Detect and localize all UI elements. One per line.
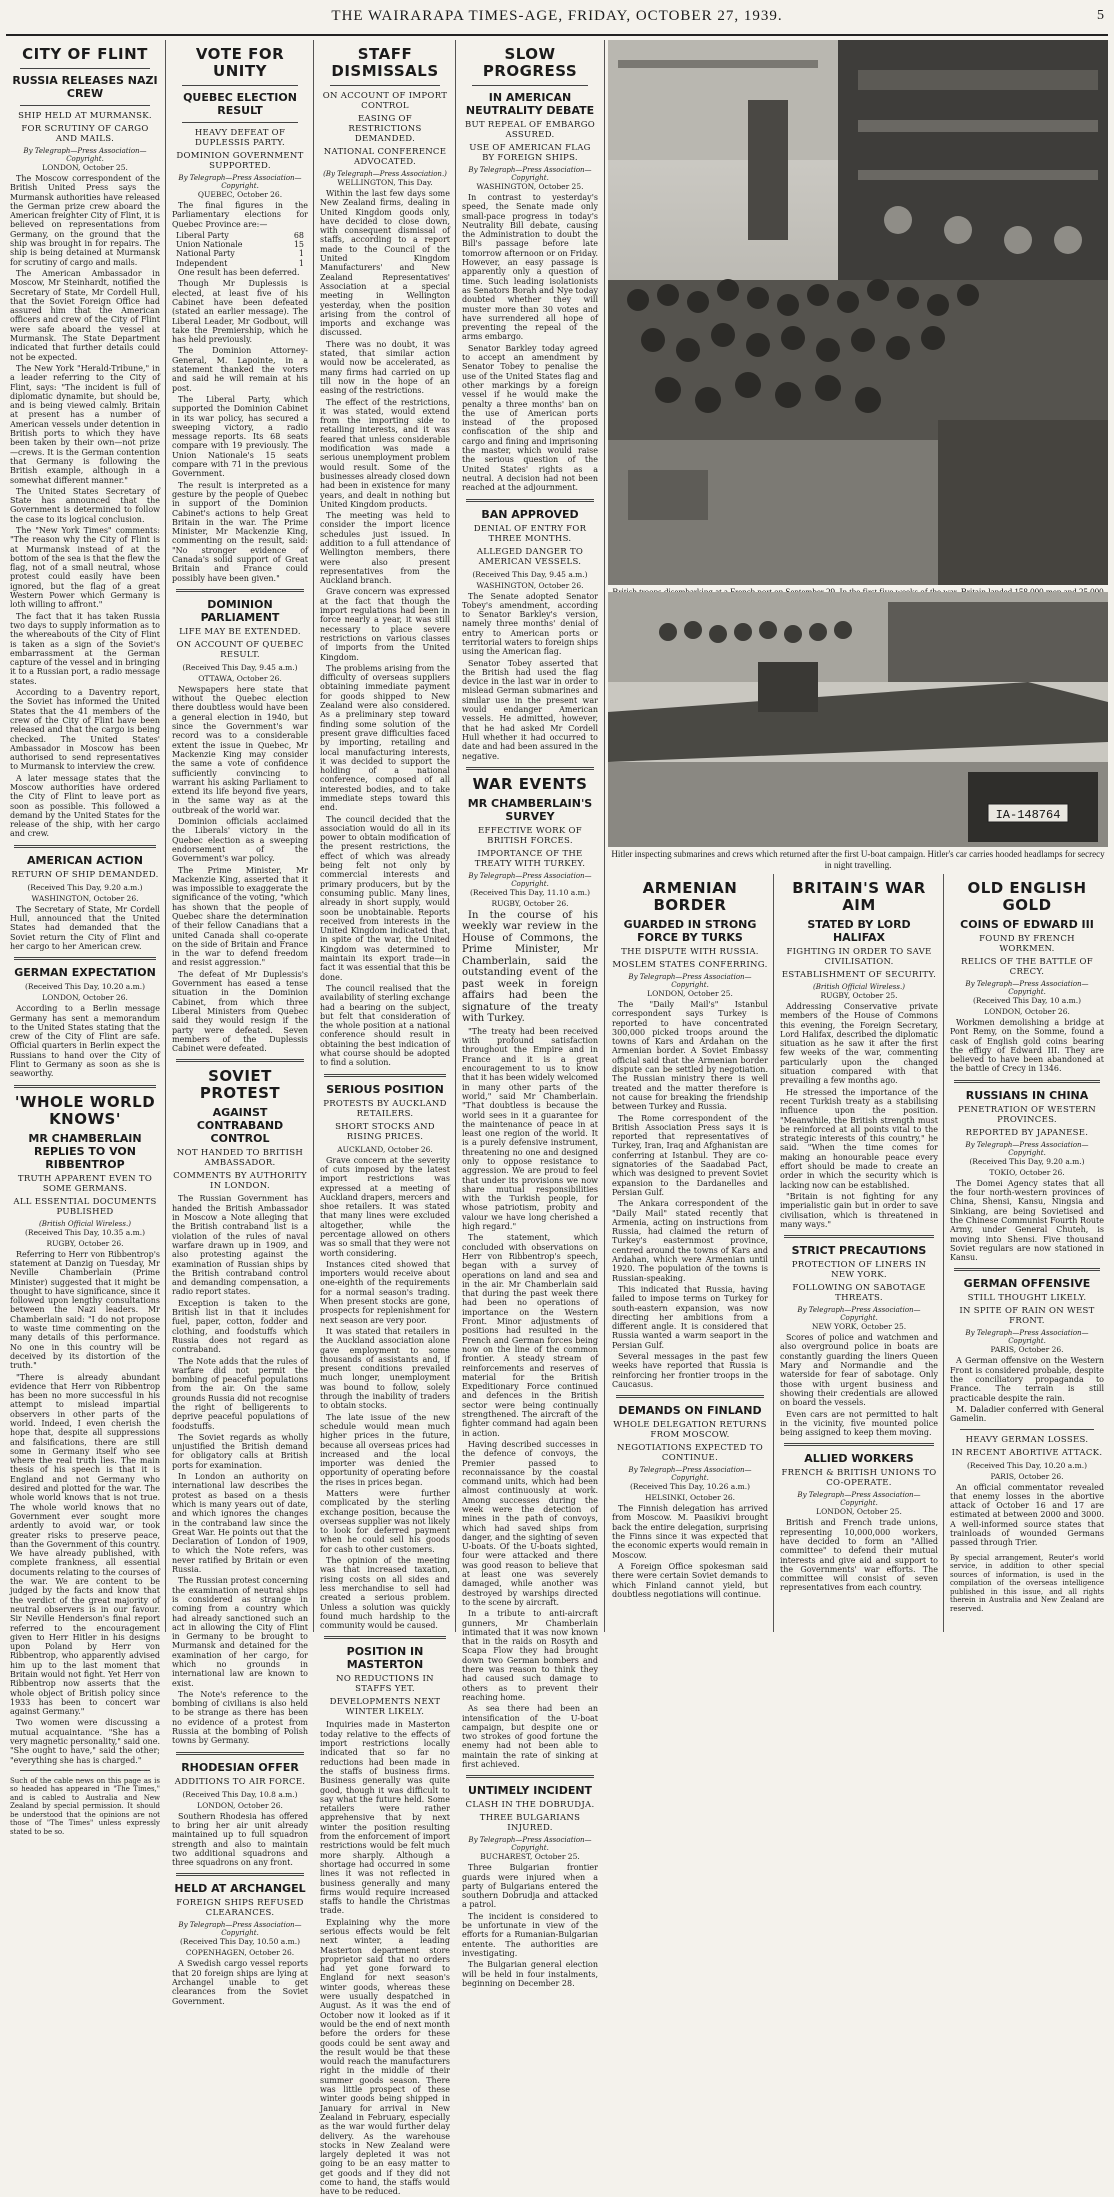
paragraph: Exception is taken to the British list in that it includes fuel, paper, cotton, fodder and clothing, and foodstuffs which Russia does not regard as contraband.	[172, 1298, 308, 1355]
paragraph: The final figures in the Parliamentary elections for Quebec Province are:—	[172, 201, 308, 229]
paragraph: In London an authority on international law describes the protest as based on a thesis which is many years out of date, and which ignores the changes in the contraband law since the Great War. He points out that the Declaration of London of 1909, to which the Note refers, was never ratified by Britain or even Russia.	[172, 1472, 308, 1575]
headline: HELD AT ARCHANGEL	[174, 1882, 306, 1896]
paragraph: The Secretary of State, Mr Cordell Hull, announced that the United States had demanded that the Soviet return the City of Flint and her cargo to her American crew.	[10, 904, 160, 951]
paragraph: The Russian Government has handed the British Ambassador in Moscow a Note alleging that the British contraband list is a violation of the rules of naval warfare drawn up in 1909, and also protesting against the examination of Russian ships by the British contraband control and demanding compensation, a radio report states.	[172, 1194, 308, 1297]
paragraph: The Prime Minister, Mr Mackenzie King, asserted that it was impossible to exaggerate the significance of the voting, "which has shown that the people of Quebec share the determination of their fellow Canadians that a united Canada shall co-operate on the side of Britain and France in the war to defend freedom and resist aggression."	[172, 865, 308, 968]
dateline: PARIS, October 26.	[990, 1345, 1064, 1355]
headline: UNTIMELY INCIDENT	[467, 1784, 593, 1798]
paragraph: As sea there had been an intensification of the U-boat campaign, but despite one or two strokes of good fortune the enemy had not been able to maintain the rate of sinking at first achieved.	[462, 1704, 598, 1769]
received-line: (Received This Day, 9.45 a.m.)	[472, 569, 588, 579]
subheadline: RUSSIA RELEASES NAZI CREW	[12, 74, 158, 100]
paragraph: The defeat of Mr Duplessis's Government has eased a tense situation in the Dominion Cabinet, from which three Liberal Ministers from Quebec said they would resign if the party were defeated. Seven members of the Duplessis Cabinet were defeated.	[172, 969, 308, 1054]
paragraph: Within the last few days some New Zealand firms, dealing in United Kingdom goods only, have decided to close down, with consequent dismissal of staffs, according to a report made to the Council of the United Kingdom Manufacturers' and New Zealand Representatives' Association at a special meeting in Wellington yesterday, when the position arising from the control of imports and exchange was discussed.	[320, 189, 450, 338]
paragraph: The Senate adopted Senator Tobey's amendment, according to Senator Barkley's version, namely three months' denial of entry to American ports or territorial waters to foreign ships using the American flag.	[462, 591, 598, 657]
paragraph: The fact that it has taken Russia two days to supply information as to the whereabouts of the City of Flint is taken as a sign of the Soviet's embarrassment at the German capture of the vessel and in bringing it to a Russian port, a radio message states.	[10, 611, 160, 686]
deck: RELICS OF THE BATTLE OF CRECY.	[961, 957, 1093, 977]
paragraph: The council decided that the association would do all in its power to obtain modification of the present restrictions, the effect of which was already being felt not only by commercial interests and primary producers, but by the consuming public. Many lines, already in short supply, would soon be unobtainable. Reports received from interests in the United Kingdom indicated that, in spite of the war, the United Kingdom was determined to maintain its export trade—in fact it was essential that this be done.	[320, 814, 450, 982]
paragraph: British and French trade unions, representing 10,000,000 workers, have decided to form an "Allied committee" to defend their mutual interests and give aid and support to the Governments' war efforts. The committee will consist of seven representatives from each country.	[780, 1518, 938, 1593]
column-rule	[773, 874, 774, 1632]
paragraph: There was no doubt, it was stated, that similar action would now be accelerated, as many firms had carried on up till now in the hope of an easing of the restrictions.	[320, 339, 450, 396]
dateline: WASHINGTON, October 26.	[31, 893, 139, 903]
deck: THREE BULGARIANS INJURED.	[479, 1813, 581, 1834]
deck: PROTESTS BY AUCKLAND RETAILERS.	[323, 1098, 447, 1119]
photo-troops-image	[608, 40, 1108, 585]
seat-count: 1	[298, 258, 304, 268]
divider	[182, 122, 298, 123]
seat-count: 15	[293, 240, 304, 250]
received-line: (Received This Day, 9.20 a.m.)	[969, 1156, 1085, 1166]
subheadline: IN AMERICAN NEUTRALITY DEBATE	[465, 91, 595, 117]
paragraph: A Swedish cargo vessel reports that 20 foreign ships are lying at Archangel unable to get clearances from the Soviet Government.	[172, 1959, 308, 2006]
byline: (By Telegraph—Press Association.)	[323, 170, 447, 178]
dateline: RUGBY, October 26.	[491, 898, 569, 908]
dateline: QUEBEC, October 26.	[197, 190, 283, 199]
received-line: (Received This Day, 10 a.m.)	[972, 996, 1082, 1005]
subheadline: STATED BY LORD HALIFAX	[807, 918, 911, 944]
deck: LIFE MAY BE EXTENDED.	[179, 626, 301, 637]
byline: By Telegraph—Press Association—Copyright.	[468, 871, 592, 888]
divider	[330, 85, 440, 86]
paragraph: A later message states that the Moscow authorities have ordered the City of Flint to leave port as soon as possible. This followed a demand by the United States for the release of the ship, with her cargo and crew.	[10, 773, 160, 839]
paragraph: According to a Berlin message Germany has sent a memorandum to the United States stating that the crew of the City of Flint are safe. Official quarters in Berlin expect the Russians to hand over the City of Flint to Germany as soon as she is seaworthy.	[10, 1004, 160, 1079]
dateline: BUCHAREST, October 25.	[480, 1852, 580, 1862]
headline: GERMAN OFFENSIVE	[963, 1277, 1091, 1291]
deck: STILL THOUGHT LIKELY.	[967, 1293, 1087, 1304]
headline: AMERICAN ACTION	[27, 853, 143, 867]
headline: DEMANDS ON FINLAND	[618, 1404, 762, 1418]
photo-caption: Hitler inspecting submarines and crews which returned after the first U-boat campaign. Hitler's car carries hooded headlamps for secrecy in night travelling.	[611, 849, 1105, 870]
paragraph: Newspapers here state that without the Quebec election there doubtless would have been a general election in 1940, but since the Government's war record was to a considerable extent the issue in Quebec, Mr Mackenzie King may consider the same a vote of confidence sufficiently convincing to warrant his asking Parliament to extend its life beyond five years, in the same way as at the outbreak of the world war.	[172, 684, 308, 815]
paragraph: Three Bulgarian frontier guards were injured when a party of Bulgarians entered the southern Dobrudja and attacked a patrol.	[462, 1863, 598, 1910]
deck: FIGHTING IN ORDER TO SAVE CIVILISATION.	[786, 947, 932, 967]
divider	[954, 1080, 1100, 1083]
paragraph: The Dominion Attorney-General, M. Lapointe, in a statement thanked the voters and said he will remain at his post.	[172, 346, 308, 393]
byline: By Telegraph—Press Association—Copyright.	[797, 1491, 921, 1508]
deck: USE OF AMERICAN FLAG BY FOREIGN SHIPS.	[469, 143, 591, 163]
deck: EASING OF RESTRICTIONS DEMANDED.	[348, 114, 422, 144]
paragraph: This indicated that Russia, having failed to impose terms on Turkey for south-eastern expansion, was now directing her ambitions from a different angle. It is considered that Russia wanted a warm seaport in the Persian Gulf.	[612, 1284, 768, 1350]
dateline: RUGBY, October 26.	[46, 1238, 124, 1248]
deck: NO REDUCTIONS IN STAFFS YET.	[336, 1674, 434, 1695]
dateline: RUGBY, October 25.	[820, 991, 898, 1000]
deck: REPORTED BY JAPANESE.	[965, 1127, 1089, 1138]
dateline: HELSINKI, October 26.	[644, 1493, 735, 1503]
paragraph: Senator Barkley today agreed to accept an amendment by Senator Tobey to penalise the use of the United States flag and other markings by a foreign vessel if he would make the penalty a three months' ban on the use of American ports instead of the proposed confiscation of the ship and cargo and fining and imprisoning the master, which would raise the serious question of the United States' rights as a neutral. A decision had not been reached at the adjournment.	[462, 343, 598, 493]
paragraph: A German offensive on the Western Front is considered probable, despite the conciliatory propaganda to France. The terrain is still practicable despite the rain.	[950, 1356, 1104, 1403]
paragraph: The late issue of the new schedule would mean much higher prices in the future, because all overseas prices had increased and the local importer was denied the opportunity of operating before the rises in prices began.	[320, 1412, 450, 1487]
column-6	[776, 874, 942, 1632]
deck: RETURN OF SHIP DEMANDED.	[11, 869, 159, 880]
column-rule	[943, 874, 944, 1632]
page-number: 5	[1097, 8, 1104, 23]
paragraph: One result has been deferred.	[178, 268, 300, 278]
subheadline: QUEBEC ELECTION RESULT	[183, 91, 297, 117]
paragraph: The Domei Agency states that all the four north-western provinces of China, Shensi, Kansu, Ningsia and Sinkiang, are being Sovietised and the Chinese Communist Fourth Route Army, under General Chuteh, is moving into Shensi. Five thousand Soviet regulars are now stationed in Kansu.	[950, 1178, 1104, 1263]
divider	[14, 845, 156, 848]
byline: By Telegraph—Press Association—Copyright.	[468, 1836, 592, 1853]
party-name: Independent	[176, 258, 228, 268]
deck: PENETRATION OF WESTERN PROVINCES.	[957, 1104, 1097, 1125]
seat-count: 68	[293, 230, 304, 240]
deck: DEVELOPMENTS NEXT WINTER LIKELY.	[329, 1697, 441, 1718]
paragraph: The Note's reference to the bombing of civilians is also held to be strange as there has been no evidence of a protest from Russia at the bombing of Polish towns by Germany.	[172, 1689, 308, 1746]
result-row	[172, 240, 308, 249]
byline: (British Official Wireless.)	[39, 1219, 131, 1228]
deck: MOSLEM STATES CONFERRING.	[612, 960, 768, 970]
deck: HEAVY DEFEAT OF DUPLESSIS PARTY.	[194, 128, 286, 148]
deck: ON ACCOUNT OF QUEBEC RESULT.	[176, 639, 304, 660]
received-line: (Received This Day, 10.26 a.m.)	[630, 1482, 750, 1492]
paragraph: The result is interpreted as a gesture by the people of Quebec in support of the Dominion Cabinet's actions to help Great Britain in the war. The Prime Minister, Mr Mackenzie King, commenting on the result, said: "No stronger evidence of Canada's solid support of Great Britain and France could possibly have been given."	[172, 480, 308, 583]
paragraph: The Russian protest concerning the examination of neutral ships is considered as strange in coming from a country which had already sanctioned such an act in allowing the City of Flint in Germany to be brought to Murmansk and detained for the examination of her cargo, for which no grounds in international law are known to exist.	[172, 1576, 308, 1688]
headline: RUSSIANS IN CHINA	[965, 1088, 1089, 1102]
paragraph: The Ankara correspondent of the "Daily Mail" stated recently that Armenia, acting on instructions from Russia, had claimed the return of Turkey's easternmost province, centred around the towns of Kars and Ardahan, which were Armenian until 1920. The population of the towns is Russian-speaking.	[612, 1199, 768, 1283]
dateline: LONDON, October 26.	[984, 1007, 1070, 1016]
paragraph: The Soviet regards as wholly unjustified the British demand for obligatory calls at British ports for examination.	[172, 1432, 308, 1470]
subheadline: MR CHAMBERLAIN'S SURVEY	[467, 796, 593, 823]
party-name: Liberal Party	[176, 230, 229, 240]
headline: GERMAN EXPECTATION	[14, 966, 156, 980]
deck: ALL ESSENTIAL DOCUMENTS PUBLISHED	[13, 1196, 157, 1217]
column-5	[608, 874, 772, 1632]
copyright-note: Such of the cable news on this page as is so headed has appeared in "The Times," and is cabled to Australia and New Zealand by special permission. It should be understood that the opinions are not those of "The Times" unless expressly stated to be so.	[10, 1776, 160, 1836]
deck: EFFECTIVE WORK OF BRITISH FORCES.	[478, 825, 582, 846]
paragraph: Several messages in the past few weeks have reported that Russia is reinforcing her frontier troops in the Caucasus.	[612, 1351, 768, 1389]
divider	[324, 1636, 446, 1639]
paragraph: "Britain is not fighting for any imperialistic gain but in order to save civilisation, which is threatened in many ways."	[780, 1191, 938, 1229]
deck: ESTABLISHMENT OF SECURITY.	[781, 970, 937, 980]
column-1	[6, 40, 164, 1836]
dateline: LONDON, October 26.	[197, 1800, 283, 1810]
photo-troops-disembarking	[608, 40, 1108, 585]
paragraph: The effect of the restrictions, it was stated, would extend from the importing side to retailing interests, and it was feared that unless considerable modification was made a serious unemployment problem would result. Some of the businesses already closed down had been in existence for many years, and dealt in nothing but United Kingdom products.	[320, 397, 450, 509]
paragraph: The Finnish delegation has arrived from Moscow. M. Paasikivi brought back the entire delegation, surprising the Finns since it was expected that the economic experts would remain in Moscow.	[612, 1504, 768, 1560]
divider	[954, 1268, 1100, 1271]
deck: ADDITIONS TO AIR FORCE.	[174, 1776, 306, 1787]
deck: FOLLOWING ON SABOTAGE THREATS.	[792, 1283, 926, 1304]
paragraph: Explaining why the more serious effects would be felt next winter, a leading Masterton department store proprietor said that no orders had yet gone forward to England for next season's winter goods, whereas these were usually despatched in August. As it was the end of October now it looked as if it would be the end of next month before the orders for these goods could be sent away and the result would be that these would reach the manufacturers right in the middle of their summer goods season. There was little prospect of these winter goods being shipped in January for arrival in New Zealand in February, especially as the war would further delay delivery. As the warehouse stocks in New Zealand were largely depleted it was not going to be an easy matter to get goods and if they did not come to hand, the staffs would have to be reduced.	[320, 1917, 450, 2197]
dateline: LONDON, October 26.	[42, 993, 128, 1003]
paragraph: According to a Daventry report, the Soviet has informed the United States that the 41 members of the crew of the City of Flint have been released and that the cargo is being checked. The United States' Ambassador in Moscow has been authorised to send representatives to Murmansk to interview the crew.	[10, 688, 160, 772]
deck: CLASH IN THE DOBRUDJA.	[465, 1800, 595, 1811]
masthead	[6, 6, 1108, 36]
party-name: Union Nationale	[176, 240, 243, 250]
deck: PROTECTION OF LINERS IN NEW YORK.	[791, 1260, 927, 1281]
deck: DENIAL OF ENTRY FOR THREE MONTHS.	[473, 523, 587, 544]
byline: By Telegraph—Press Association—Copyright.	[965, 980, 1089, 996]
licence-plate: IA-148764	[995, 808, 1061, 822]
deck: BUT REPEAL OF EMBARGO ASSURED.	[464, 120, 596, 140]
subheadline: GUARDED IN STRONG FORCE BY TURKS	[623, 918, 757, 944]
deck: NOT HANDED TO BRITISH AMBASSADOR.	[176, 1148, 304, 1169]
dateline: WELLINGTON, This Day.	[337, 178, 433, 187]
paragraph: The Moscow correspondent of the British United Press says the Murmansk authorities have released the German prize crew aboard the American freighter City of Flint, it is believed on representations from Germany, on the ground that the ship was brought in for repairs. The ship is being detained at Murmansk for scrutiny of cargo and mails.	[10, 174, 160, 267]
paragraph: M. Daladier conferred with General Gamelin.	[950, 1404, 1104, 1424]
received-line: (Received This Day, 10.20 a.m.)	[967, 1460, 1087, 1470]
deck: FOR SCRUTINY OF CARGO AND MAILS.	[21, 124, 149, 144]
paragraph: Two women were discussing a mutual acquaintance. "She has a very magnetic personality," said one. "She ought to have," said the other; "everything she has is charged."	[10, 1718, 160, 1765]
divider	[176, 1059, 304, 1062]
deck: THE DISPUTE WITH RUSSIA.	[621, 947, 759, 957]
paragraph: Though Mr Duplessis is elected, at least five of his Cabinet have been defeated (stated an earlier message). The Liberal Leader, Mr Godbout, will take the Premiership, which he has held previously.	[172, 279, 308, 345]
byline: By Telegraph—Press Association—Copyright.	[965, 1140, 1089, 1157]
dateline: LONDON, October 25.	[42, 163, 128, 172]
paragraph: Southern Rhodesia has offered to bring her air unit already maintained up to full squadron strength and also to maintain two additional squadrons and three squadrons on any front.	[172, 1811, 308, 1868]
received-line: (Received This Day, 10.8 a.m.)	[182, 1789, 298, 1799]
column-3	[316, 40, 454, 2197]
byline: By Telegraph—Press Association—Copyright.	[178, 1921, 302, 1938]
received-line: (Received This Day, 11.10 a.m.)	[470, 887, 590, 897]
divider	[182, 85, 298, 86]
paragraph: In a tribute to anti-aircraft gunners, Mr Chamberlain intimated that it was now known that in the raids on Rosyth and Scapa Flow they had brought down two German bombers and there was reason to think they had caused such damage to others as to prevent their reaching home.	[462, 1609, 598, 1702]
deck: COMMENTS BY AUTHORITY IN LONDON.	[173, 1171, 307, 1192]
divider	[466, 767, 594, 770]
deck: FOREIGN SHIPS REFUSED CLEARANCES.	[176, 1898, 304, 1919]
deck: FRENCH & BRITISH UNIONS TO CO-OPERATE.	[781, 1468, 937, 1489]
headline: SLOW PROGRESS	[482, 45, 578, 80]
paragraph: The problems arising from the difficulty of overseas suppliers obtaining immediate payment for goods shipped to New Zealand were also considered. As a preliminary step toward finding some solution of the present grave difficulties faced by importing, retailing and local manufacturing interests, it was decided to support the holding of a national conference, composed of all interested bodies, and to take immediate steps toward this end.	[320, 663, 450, 813]
paragraph: The Bulgarian general election will be held in four instalments, beginning on December 28.	[462, 1960, 598, 1988]
divider	[20, 1770, 150, 1771]
paragraph: Having described successes in the defence of convoys, the Premier passed to reconnaissance by the coastal command units, which had been almost continuously at work. Among successes during the week were the detection of mines in the path of convoys, which had saved ships from danger, and the sighting of seven U-boats. Of the U-boats sighted, four were attacked and there was good reason to believe that at least one was severely damaged, while another was destroyed by warships directed to the scene by aircraft.	[462, 1439, 598, 1607]
paragraph: In contrast to yesterday's speed, the Senate made only small-pace progress in today's Neutrality Bill debate, causing the Administration to doubt the Bill's passage before late tomorrow afternoon or on Friday. However, an easy passage is apparently only a question of time. Such leading isolationists as Senators Borah and Nye today doubted whether they will muster more than 30 votes and have surrendered all hope of preventing the repeal of the arms embargo.	[462, 193, 598, 342]
divider	[176, 589, 304, 592]
dateline: PARIS, October 26.	[990, 1471, 1064, 1481]
deck: NEGOTIATIONS EXPECTED TO CONTINUE.	[617, 1443, 763, 1464]
headline: STAFF DISMISSALS	[331, 45, 439, 80]
paragraph: The American Ambassador in Moscow, Mr Steinhardt, notified the Secretary of State, Mr Cordell Hull, that the Soviet Foreign Office had assured him that the American officers and crew of the City of Flint were safe aboard the vessel at Murmansk. The State Department indicated that further details could not be expected.	[10, 268, 160, 362]
headline: 'WHOLE WORLD KNOWS'	[14, 1092, 156, 1128]
paragraph: The Note adds that the rules of warfare did not permit the bombing of peaceful populations from the air. On the same grounds Russia did not recognise the right of belligerents to deprive peaceful populations of foodstuffs.	[172, 1356, 308, 1431]
photo-submarine-image	[608, 592, 1108, 847]
paragraph: Instances cited showed that importers would receive about one-eighth of the requirements for a normal season's trading. When present stocks are gone, prospects for replenishment for next season are very poor.	[320, 1259, 450, 1325]
paragraph: The meeting was held to consider the import licence schedules just issued. In addition to a full attendance of Wellington members, there were also present representatives from the Auckland branch.	[320, 511, 450, 586]
column-4	[458, 40, 602, 1988]
byline: By Telegraph—Press Association—Copyright.	[23, 147, 147, 163]
subheadline: AGAINST CONTRABAND CONTROL	[196, 1106, 284, 1146]
paragraph: "The treaty had been received with profound satisfaction throughout the Empire and in France and it is a great encouragement to us to know that it has been widely welcomed in many other parts of the world," said Mr Chamberlain. "That doubtless is because the world sees in it a guarantee for the maintenance of peace in at least one region of the world. It is a purely defensive instrument, threatening no one and designed only to oppose resistance to aggression. We are proud to feel that under its provisions we now share mutual responsibilities with the Turkish people, for whose patriotism, probity and valour we have long cherished a high regard."	[462, 1026, 598, 1232]
received-line: (Received This Day, 9.45 a.m.)	[182, 662, 298, 672]
paragraph: Workmen demolishing a bridge at Pont Remy, on the Somme, found a cask of English gold coins bearing the effigy of Edward III. They are believed to have been abandoned at the battle of Crecy in 1346.	[950, 1018, 1104, 1074]
paragraph: Grave concern was expressed at the fact that though the import regulations had been in force nearly a year, it was still necessary to place severe restrictions on various classes of imports from the United Kingdom.	[320, 587, 450, 662]
dateline: LONDON, October 25.	[647, 989, 733, 998]
headline: SOVIET PROTEST	[199, 1067, 281, 1103]
headline: POSITION IN MASTERTON	[346, 1645, 424, 1672]
subheadline: COINS OF EDWARD III	[960, 918, 1094, 931]
dateline: COPENHAGEN, October 26.	[185, 1948, 295, 1958]
paragraph: Senator Tobey asserted that the British had used the flag device in the last war in order to mislead German submarines and similar use in the present war would endanger American vessels. He admitted, however, that he had asked Mr Cordell Hull whether it had occurred to date and had been assured in the negative.	[462, 658, 598, 761]
column-rule	[455, 40, 456, 1632]
byline: By Telegraph—Press Association—Copyright.	[628, 973, 752, 989]
paragraph: Scores of police and watchmen and also overground police in boats are constantly guarding the liners Queen Mary and Normandie and the waterside for fear of sabotage. Only those with urgent business and showing their credentials are allowed on board the vessels.	[780, 1333, 938, 1408]
divider	[960, 1429, 1094, 1430]
paragraph: The opinion of the meeting was that increased taxation, rising costs on all sides and less merchandise to sell had created a serious problem. Unless a solution was quickly found much hardship to the community would be caused.	[320, 1556, 450, 1631]
byline: By Telegraph—Press Association—Copyright.	[468, 166, 592, 182]
divider	[20, 68, 150, 69]
headline: WAR EVENTS	[472, 774, 588, 793]
deck: SHIP HELD AT MURMANSK.	[18, 111, 152, 121]
paragraph: A Foreign Office spokesman said there were certain Soviet demands to which Finland cannot yield, but doubtless negotiations will continue.	[612, 1561, 768, 1599]
deck: IN RECENT ABORTIVE ATTACK.	[951, 1447, 1103, 1458]
dateline: WASHINGTON, October 26.	[476, 580, 584, 590]
dateline: LONDON, October 25.	[816, 1507, 902, 1517]
headline: ALLIED WORKERS	[804, 1452, 914, 1466]
headline: RHODESIAN OFFER	[181, 1760, 299, 1774]
result-row	[172, 231, 308, 240]
paragraph: The "Daily Mail's" Istanbul correspondent says Turkey is reported to have concentrated 300,000 picked troops around the towns of Kars and Ardahan on the Armenian border. A Soviet Embassy official said that the Armenian border dispute can be settled by negotiation. The Russian ministry there is well treated and the matter therefore is not cause for breaking the friendship between Turkey and Russia.	[612, 1000, 768, 1112]
headline: STRICT PRECAUTIONS	[791, 1244, 927, 1258]
column-rule	[604, 40, 605, 1632]
headline: CITY OF FLINT	[22, 45, 148, 63]
result-row	[172, 249, 308, 258]
byline: (British Official Wireless.)	[813, 983, 905, 991]
received-line: (Received This Day, 10.35 a.m.)	[25, 1227, 145, 1237]
divider	[20, 105, 150, 106]
received-line: (Received This Day, 9.20 a.m.)	[27, 882, 143, 892]
deck: DOMINION GOVERNMENT SUPPORTED.	[176, 151, 304, 171]
received-line: (Received This Day, 10.50 a.m.)	[180, 1937, 300, 1947]
divider	[784, 1443, 934, 1446]
party-name: National Party	[176, 249, 235, 259]
dateline: AUCKLAND, October 26.	[337, 1144, 433, 1154]
column-rule	[313, 40, 314, 1632]
divider	[466, 499, 594, 502]
dateline: NEW YORK, October 25.	[811, 1322, 907, 1332]
paragraph: The United States Secretary of State has announced that the Government is determined to follow the case to its logical conclusion.	[10, 486, 160, 524]
divider	[176, 1752, 304, 1755]
column-2	[168, 40, 312, 2006]
paragraph: An official commentator revealed that enemy losses in the abortive attack of October 16 and 17 are estimated at between 2000 and 3000. A well-informed source states that trainloads of wounded Germans passed through Trier.	[950, 1482, 1104, 1548]
photo-hitler-submarines	[608, 592, 1108, 847]
headline: BRITAIN'S WAR AIM	[792, 879, 926, 914]
byline: By Telegraph—Press Association—Copyright.	[797, 1306, 921, 1323]
paragraph: The incident is considered to be unfortunate in view of the efforts for a Rumanian-Bulgarian entente. The authorities are investigating.	[462, 1911, 598, 1958]
divider	[176, 1873, 304, 1876]
deck: SHORT STOCKS AND RISING PRICES.	[335, 1121, 435, 1142]
paragraph: The New York "Herald-Tribune," in a leader referring to the City of Flint, says: "The incident is full of diplomatic dynamite, but should be, and is being viewed calmly. Britain at present has a number of American vessels under detention in British ports to which they have been taken by their own—not prize—crews. It is the German contention that Germany is following the British example, although in a somewhat different manner."	[10, 363, 160, 485]
deck: IN SPITE OF RAIN ON WEST FRONT.	[959, 1306, 1095, 1327]
paragraph: Inquiries made in Masterton today relative to the effects of import restrictions locally indicated that so far no reductions had been made in the staffs of business firms. Business generally was quite good, though it was difficult to say what the future held. Some retailers were rather apprehensive that by next winter the position resulting from the enforcement of import restrictions would be felt much more sharply. Although a shortage had occurred in some lines it was not reflected in business generally and many firms would require increased staffs to handle the Christmas trade.	[320, 1720, 450, 1916]
paragraph: Matters were further complicated by the sterling exchange position, because the overseas supplier was not likely to look for deferred payment when he could sell his goods for cash to other customers.	[320, 1489, 450, 1554]
paragraph: It was stated that retailers in the Auckland association alone gave employment to some thousands of assistants and, if present conditions prevailed much longer, unemployment was bound to follow, solely through the inability of traders to obtain stocks.	[320, 1326, 450, 1411]
headline: DOMINION PARLIAMENT	[200, 597, 280, 624]
paragraph: "There is already abundant evidence that Herr von Ribbentrop has been no more successful in his attempt to mislead impartial observers in other parts of the world. Indeed, I even cherish the hope that, despite all suppressions and falsifications, there are still some in Germany itself who see where the real truth lies. The main thesis of his speech is that it is England and not Germany who desired and plotted for the war. The whole world knows that is not true. The whole world knows that no Government ever sought more ardently to avoid war, or took greater risks to preserve peace, than the Government of this country. We have already published, with complete frankness, all essential documents relating to the courses of the war. We are content to be judged by the facts and know that the verdict of the great majority of neutral observers is in our favour. Sir Neville Henderson's final report referred to the encouragement given to Herr Hitler in his designs upon Poland by Herr von Ribbentrop, who apparently advised him up to the last moment that Britain would not fight. Yet Herr von Ribbentrop now asserts that the whole object of British policy since 1933 has been to concert war against Germany."	[10, 1372, 160, 1717]
divider	[324, 1074, 446, 1077]
divider	[466, 1775, 594, 1778]
received-line: (Received This Day, 10.20 a.m.)	[25, 982, 145, 992]
seat-count: 1	[298, 249, 304, 259]
paragraph: Referring to Herr von Ribbentrop's statement at Danzig on Tuesday, Mr Neville Chamberlain (Prime Minister) suggested that it might be thought to have significance, since it followed upon lengthy consultations between the Nazi leaders. Mr Chamberlain said: "I do not propose to waste time commenting on the many details of this performance. No one in this country will be deceived by its distortion of the truth."	[10, 1249, 160, 1371]
dateline: OTTAWA, October 26.	[198, 673, 282, 683]
headline: OLD ENGLISH GOLD	[967, 879, 1087, 914]
divider	[616, 1395, 764, 1398]
deck: FOUND BY FRENCH WORKMEN.	[979, 934, 1075, 954]
headline: VOTE FOR UNITY	[195, 45, 285, 80]
paragraph: He stressed the importance of the recent Turkish treaty as a stabilising influence upon the position. "Meanwhile, the British strength must be reinforced at all points vital to the strategic interests of this country," he said. "When the time comes for making an honourable peace every effort should be made to create an order in which the security which is lacking now can be established.	[780, 1087, 938, 1190]
headline: BAN APPROVED	[481, 507, 579, 521]
byline: By Telegraph—Press Association—Copyright.	[965, 1329, 1089, 1346]
paragraph: The Rome correspondent of the British Association Press says it is reported that representatives of Turkey, Iran, Iraq and Afghanistan are conferring at Istanbul. They are co-signatories of the Saadabad Pact, which was designed to prevent Soviet expansion to the Dardanelles and Persian Gulf.	[612, 1113, 768, 1197]
lead-paragraph: In the course of his weekly war review in the House of Commons, the Prime Minister, Mr Chamberlain, said the outstanding event of the past week in foreign affairs had been the signature of the treaty with Turkey.	[462, 909, 598, 1025]
headline: SERIOUS POSITION	[326, 1082, 444, 1096]
paragraph: The statement, which concluded with observations on Herr von Ribbentrop's speech, began with a survey of operations on land and sea and in the air. Mr Chamberlain said that during the past week there had been no operations of importance on the Western Front. Minor adjustments of positions had resulted in the French and German forces being now on the line of the common frontier. A steady stream of reinforcements and reserves of material for the British Expeditionary Force continued and defences in the British sector were being continually strengthened. The aircraft of the fighter command had again been in action.	[462, 1233, 598, 1438]
newspaper-title: THE WAIRARAPA TIMES-AGE, FRIDAY, OCTOBER 27, 1939.	[331, 8, 783, 24]
reuters-note: By special arrangement, Reuter's world service, in addition to other special sources of information, is used in the compilation of the overseas intelligence published in this issue, and all rights therein in Australia and New Zealand are reserved.	[950, 1553, 1104, 1613]
byline: By Telegraph—Press Association—Copyright.	[628, 1466, 752, 1483]
dateline: WASHINGTON, October 25.	[476, 182, 584, 191]
deck: WHOLE DELEGATION RETURNS FROM MOSCOW.	[613, 1420, 767, 1441]
deck: IMPORTANCE OF THE TREATY WITH TURKEY.	[474, 848, 586, 869]
headline: ARMENIAN BORDER	[642, 879, 738, 914]
deck: TRUTH APPARENT EVEN TO SOME GERMANS.	[17, 1173, 153, 1194]
paragraph: Addressing Conservative private members of the House of Commons this evening, the Foreign Secretary, Lord Halifax, described the diplomatic situation as he saw it after the first few weeks of the war, commenting particularly upon the changed situation compared with that prevailing a few months ago.	[780, 1002, 938, 1086]
paragraph: The "New York Times" comments: "The reason why the City of Flint is at Murmansk instead of at the bottom of the sea is that the flew the flag, not of a small neutral, whose protest could easily have been ignored, but the flag of a great Western Power which Germany is loth willing to affront."	[10, 525, 160, 610]
divider	[784, 1235, 934, 1238]
paragraph: Even cars are not permitted to halt in the vicinity, five mounted police being assigned to keep them moving.	[780, 1409, 938, 1438]
subheadline: MR CHAMBERLAIN REPLIES TO VON RIBBENTROP	[28, 1131, 142, 1171]
deck: HEAVY GERMAN LOSSES.	[965, 1434, 1089, 1445]
paragraph: The Liberal Party, which supported the Dominion Cabinet in its war policy, has secured a sweeping victory, a radio message reports. Its 68 seats compare with 19 previously. The Union Nationale's 15 seats compare with 71 in the previous Government.	[172, 394, 308, 479]
dateline: TOKIO, October 26.	[989, 1167, 1065, 1177]
divider	[14, 1085, 156, 1088]
deck: ALLEGED DANGER TO AMERICAN VESSELS.	[476, 546, 584, 567]
paragraph: The council realised that the availability of sterling exchange had a bearing on the subject, but felt that consideration of the whole position at a national conference should result in obtaining the best indication of what course should be adopted to find a solution.	[320, 983, 450, 1068]
column-7	[946, 874, 1108, 1632]
column-rule	[165, 40, 166, 1632]
result-row	[172, 259, 308, 268]
divider	[472, 85, 588, 86]
paragraph: Grave concern at the severity of cuts imposed by the latest import restrictions was expressed at a meeting of Auckland drapers, mercers and shoe retailers. It was stated that many lines were excluded altogether, while the percentage allowed on others was so small that they were not worth considering.	[320, 1155, 450, 1258]
byline: By Telegraph—Press Association—Copyright.	[178, 174, 302, 190]
deck: ON ACCOUNT OF IMPORT CONTROL	[322, 91, 448, 111]
paragraph: Dominion officials acclaimed the Liberals' victory in the Quebec election as a sweeping endorsement of the Government's war policy.	[172, 817, 308, 864]
divider	[14, 957, 156, 960]
deck: NATIONAL CONFERENCE ADVOCATED.	[323, 147, 447, 167]
